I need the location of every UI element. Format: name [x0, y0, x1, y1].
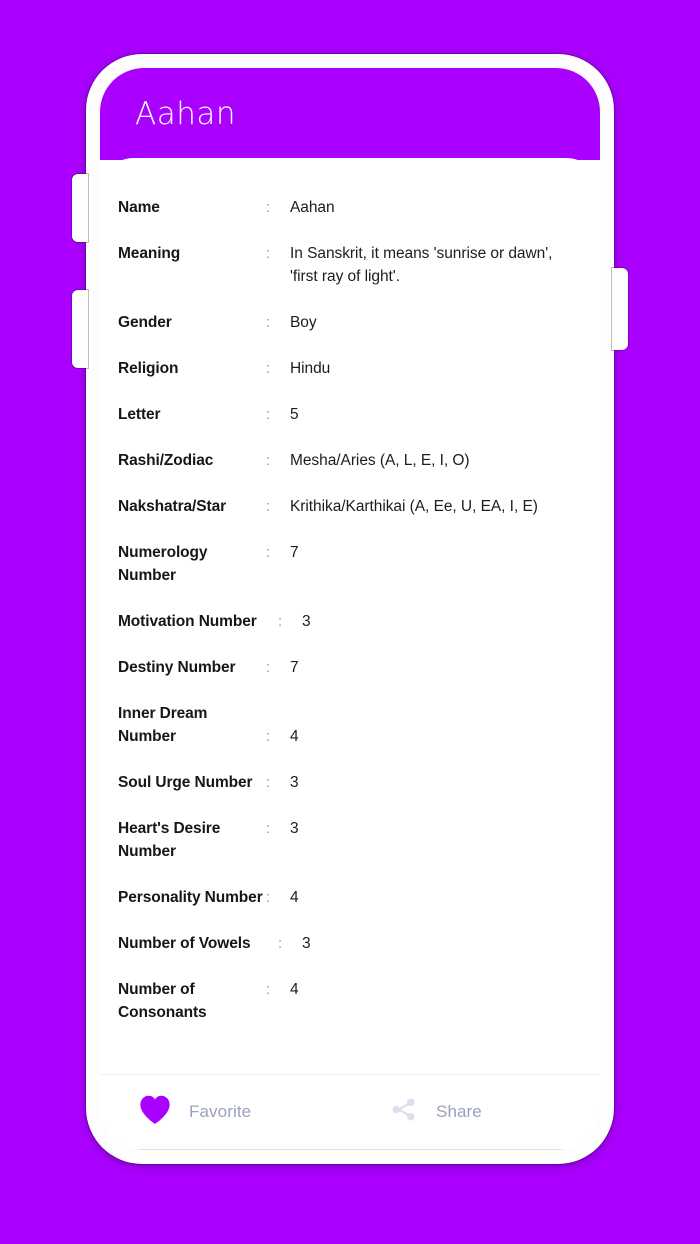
detail-row-separator: : [266, 360, 271, 377]
detail-row-label: Meaning [118, 245, 181, 262]
detail-row-separator: : [266, 544, 271, 561]
detail-row-value: Hindu [290, 360, 331, 377]
detail-row-label: Destiny Number [118, 659, 236, 676]
detail-row-label: Heart's Desire Number [118, 820, 221, 860]
detail-list [100, 158, 600, 1074]
detail-row-value: 7 [290, 659, 299, 676]
detail-row [118, 196, 582, 219]
detail-row-separator: : [266, 889, 271, 906]
detail-row-separator: : [266, 314, 271, 331]
share-label: Share [436, 1102, 482, 1121]
detail-row-value: Aahan [290, 199, 335, 216]
detail-row-label: Soul Urge Number [118, 774, 253, 791]
detail-row [118, 495, 582, 518]
detail-row-value: 3 [290, 820, 299, 837]
detail-row [118, 978, 582, 1024]
favorite-label: Favorite [189, 1102, 252, 1121]
detail-row-label: Inner Dream Number [118, 705, 208, 745]
detail-row-value: 3 [290, 774, 299, 791]
detail-row-separator: : [278, 935, 283, 952]
name-detail-card [100, 158, 600, 1150]
detail-row [118, 817, 582, 863]
detail-row [118, 357, 582, 380]
detail-row [118, 449, 582, 472]
action-bar [100, 1074, 600, 1150]
phone-screen [100, 68, 600, 1150]
detail-row-label: Number of Vowels [118, 935, 251, 952]
detail-row-separator: : [266, 199, 271, 216]
detail-row-label: Numerology Number [118, 544, 208, 584]
detail-row-label: Motivation Number [118, 613, 257, 630]
page-title: Aahan [135, 96, 236, 132]
detail-row-value: Krithika/Karthikai (A, Ee, U, EA, I, E) [290, 498, 538, 515]
detail-row [118, 702, 582, 748]
volume-up-button[interactable] [72, 174, 88, 242]
detail-row-label: Letter [118, 406, 161, 423]
detail-row-separator: : [266, 728, 271, 745]
detail-row [118, 311, 582, 334]
detail-row-value: 5 [290, 406, 299, 423]
detail-row-label: Name [118, 199, 160, 216]
detail-row-value: In Sanskrit, it means 'sunrise or dawn', 'first ray of light'. [290, 245, 553, 285]
share-icon [388, 1095, 419, 1129]
detail-row-value: 7 [290, 544, 299, 561]
detail-row-value: 3 [302, 935, 311, 952]
detail-row-value: 4 [290, 981, 299, 998]
detail-row-label: Gender [118, 314, 172, 331]
detail-row [118, 403, 582, 426]
detail-row-separator: : [278, 613, 283, 630]
detail-row [118, 771, 582, 794]
detail-row [118, 656, 582, 679]
detail-row-label: Number of Consonants [118, 981, 207, 1021]
detail-row-separator: : [266, 981, 271, 998]
detail-row [118, 932, 582, 955]
detail-row-value: Mesha/Aries (A, L, E, I, O) [290, 452, 470, 469]
detail-row-value: Boy [290, 314, 317, 331]
detail-row-separator: : [266, 498, 271, 515]
volume-down-button[interactable] [72, 290, 88, 368]
power-button[interactable] [612, 268, 628, 350]
share-button[interactable] [350, 1095, 600, 1129]
detail-row-value: 4 [290, 728, 299, 745]
detail-row-label: Rashi/Zodiac [118, 452, 214, 469]
app-header [100, 68, 600, 160]
heart-icon [138, 1094, 172, 1130]
detail-row-separator: : [266, 406, 271, 423]
detail-row-separator: : [266, 245, 271, 262]
detail-row-separator: : [266, 820, 271, 837]
detail-row-label: Nakshatra/Star [118, 498, 227, 515]
detail-row-label: Personality Number [118, 889, 263, 906]
detail-row-separator: : [266, 452, 271, 469]
favorite-button[interactable] [100, 1094, 350, 1130]
detail-row [118, 541, 582, 587]
detail-row-separator: : [266, 659, 271, 676]
detail-row-label: Religion [118, 360, 179, 377]
detail-row-value: 4 [290, 889, 299, 906]
detail-row-separator: : [266, 774, 271, 791]
detail-row [118, 610, 582, 633]
phone-frame [86, 54, 614, 1164]
detail-row-value: 3 [302, 613, 311, 630]
detail-row [118, 242, 582, 288]
detail-row [118, 886, 582, 909]
